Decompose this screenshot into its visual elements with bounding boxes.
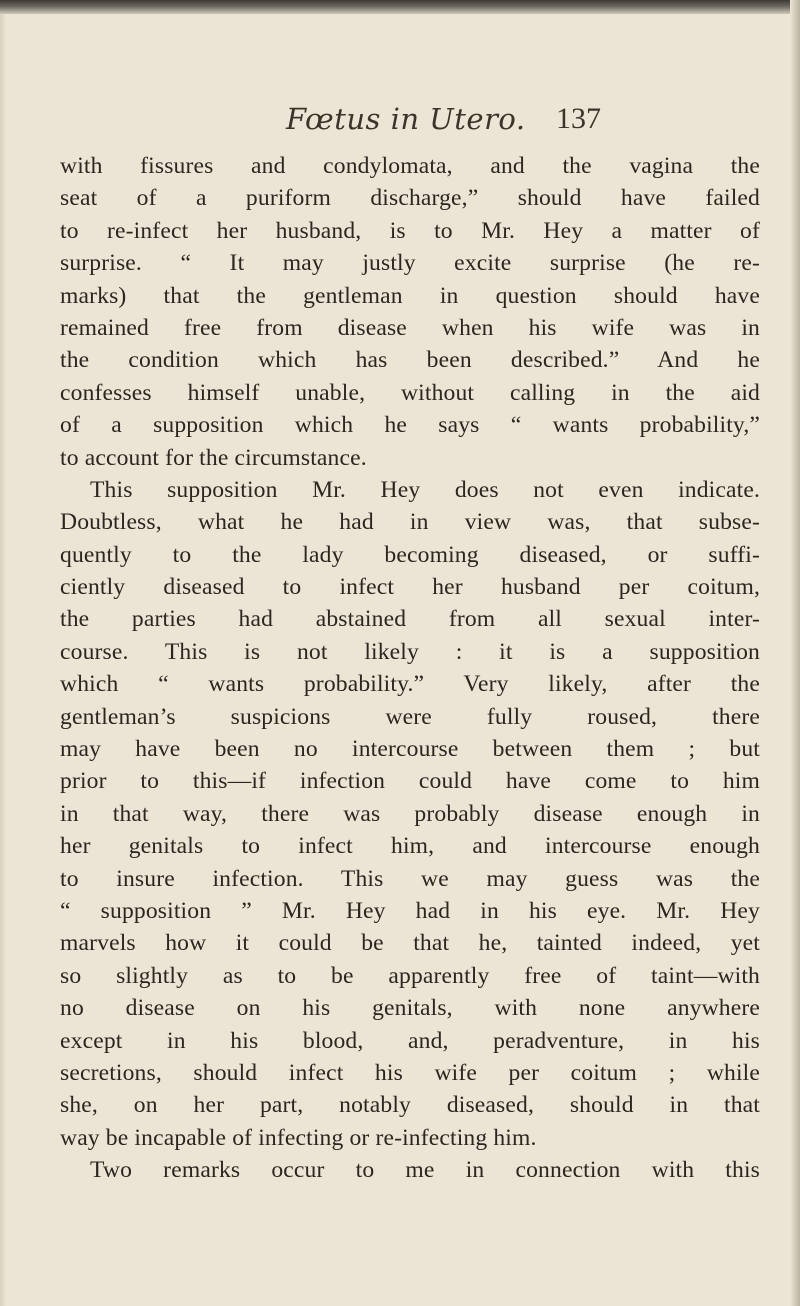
text-line: her genitals to infect him, and intercourse enough: [60, 833, 760, 860]
text-line: no disease on his genitals, with none anywhere: [60, 995, 760, 1022]
text-line: to re-infect her husband, is to Mr. Hey a matter of: [60, 217, 760, 244]
text-line: gentleman’s suspicions were fully roused, there: [60, 703, 760, 730]
body-text: [60, 150, 760, 1187]
text-line: marvels how it could be that he, tainted indeed, yet: [60, 930, 760, 957]
text-line: to insure infection. This we may guess was the: [60, 865, 760, 892]
running-head: [0, 102, 800, 148]
text-line: way be incapable of infecting or re-infecting him.: [60, 1124, 537, 1151]
text-line: This supposition Mr. Hey does not even indicate.: [90, 476, 760, 503]
text-line: in that way, there was probably disease enough in: [60, 800, 760, 827]
text-line: confesses himself unable, without calling in the aid: [60, 379, 760, 406]
text-line: she, on her part, notably diseased, should in that: [60, 1092, 760, 1119]
text-line: so slightly as to be apparently free of taint—with: [60, 962, 760, 989]
text-line: ciently diseased to infect her husband per coitum,: [60, 574, 760, 601]
text-line: surprise. “ It may justly excite surprise (he re-: [60, 250, 760, 277]
running-title: Fœtus in Utero.: [286, 102, 526, 136]
text-line: except in his blood, and, peradventure, in his: [60, 1027, 760, 1054]
text-line: secretions, should infect his wife per coitum ; while: [60, 1059, 760, 1086]
text-line: which “ wants probability.” Very likely, after the: [60, 671, 760, 698]
text-line: marks) that the gentleman in question should have: [60, 282, 760, 309]
text-line: with fissures and condylomata, and the vagina the: [60, 153, 760, 179]
text-line: course. This is not likely : it is a supposition: [60, 638, 760, 665]
page-gutter: [0, 14, 6, 1306]
text-line: of a supposition which he says “ wants probability,”: [60, 412, 760, 439]
text-line: prior to this—if infection could have come to him: [60, 768, 760, 795]
text-line: quently to the lady becoming diseased, or suffi-: [60, 541, 760, 568]
text-line: “ supposition ” Mr. Hey had in his eye. Mr. Hey: [60, 897, 760, 924]
text-line: the condition which has been described.” And he: [60, 347, 760, 374]
page-right-edge: [790, 0, 800, 1306]
text-line: Two remarks occur to me in connection with this: [90, 1157, 760, 1184]
page-number: 137: [556, 102, 601, 135]
text-line: remained free from disease when his wife was in: [60, 314, 760, 341]
text-line: the parties had abstained from all sexual inter-: [60, 606, 760, 633]
text-line: Doubtless, what he had in view was, that subse-: [60, 509, 760, 536]
text-line: may have been no intercourse between them ; but: [60, 736, 760, 763]
text-line: to account for the circumstance.: [60, 444, 367, 471]
page-top-shadow: [0, 0, 800, 14]
text-line: seat of a puriform discharge,” should have failed: [60, 185, 760, 212]
